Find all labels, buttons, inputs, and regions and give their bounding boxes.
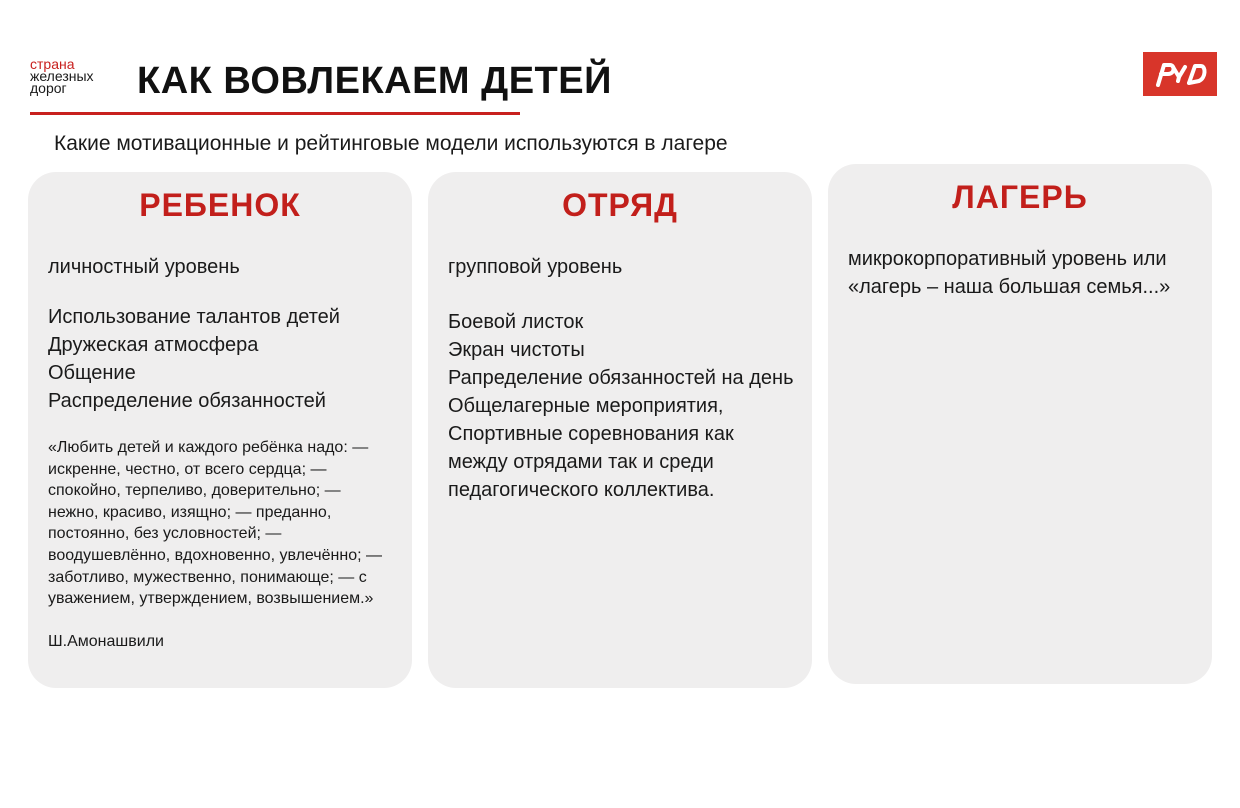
card-level: групповой уровень <box>448 256 623 278</box>
list-item: Общение <box>48 362 136 384</box>
rzd-logo <box>1143 52 1217 96</box>
quote-author: Ш.Амонашвили <box>48 633 164 650</box>
card-heading: ЛАГЕРЬ <box>952 179 1088 215</box>
page-title: КАК ВОВЛЕКАЕМ ДЕТЕЙ <box>137 60 612 102</box>
list-item: Распределение обязанностей <box>48 390 326 412</box>
brand-line-2: железных <box>30 68 94 84</box>
card-level: личностный уровень <box>48 256 240 278</box>
brand-line-3: дорог <box>30 80 67 96</box>
list-item: Экран чистоты <box>448 339 585 361</box>
rzd-logo-icon <box>1151 61 1209 87</box>
brand-line-1: страна <box>30 56 75 72</box>
list-item: Использование талантов детей <box>48 306 340 328</box>
card-list <box>48 303 396 415</box>
page-subtitle: Какие мотивационные и рейтинговые модели используются в лагере <box>54 132 728 155</box>
title-underline <box>30 112 520 115</box>
card-level: микрокорпоративный уровень или «лагерь – наша большая семья...» <box>848 248 1171 298</box>
list-item: Рапределение обязанностей на день <box>448 367 794 389</box>
card-list <box>448 308 796 504</box>
card-squad <box>428 172 812 688</box>
card-heading: ОТРЯД <box>562 187 678 223</box>
quote-text: «Любить детей и каждого ребёнка надо: — искренне, честно, от всего сердца; — спокойно, терпеливо, доверительно; — нежно, красиво, изящно; — преданно, постоянно, без условностей; — воодушевлённо, вдохновенно, увлечённо; — заботливо, мужественно, понимающе; — с уважением, утверждением, возвышением.» <box>48 439 382 608</box>
brand-wordmark <box>30 58 130 94</box>
list-item: Боевой листок <box>448 311 584 333</box>
card-camp <box>828 164 1212 684</box>
card-child <box>28 172 412 688</box>
card-heading: РЕБЕНОК <box>139 187 301 223</box>
list-item: Общелагерные мероприятия, Спортивные соревнования как между отрядами так и среди педагогического коллектива. <box>448 395 734 501</box>
list-item: Дружеская атмосфера <box>48 334 259 356</box>
